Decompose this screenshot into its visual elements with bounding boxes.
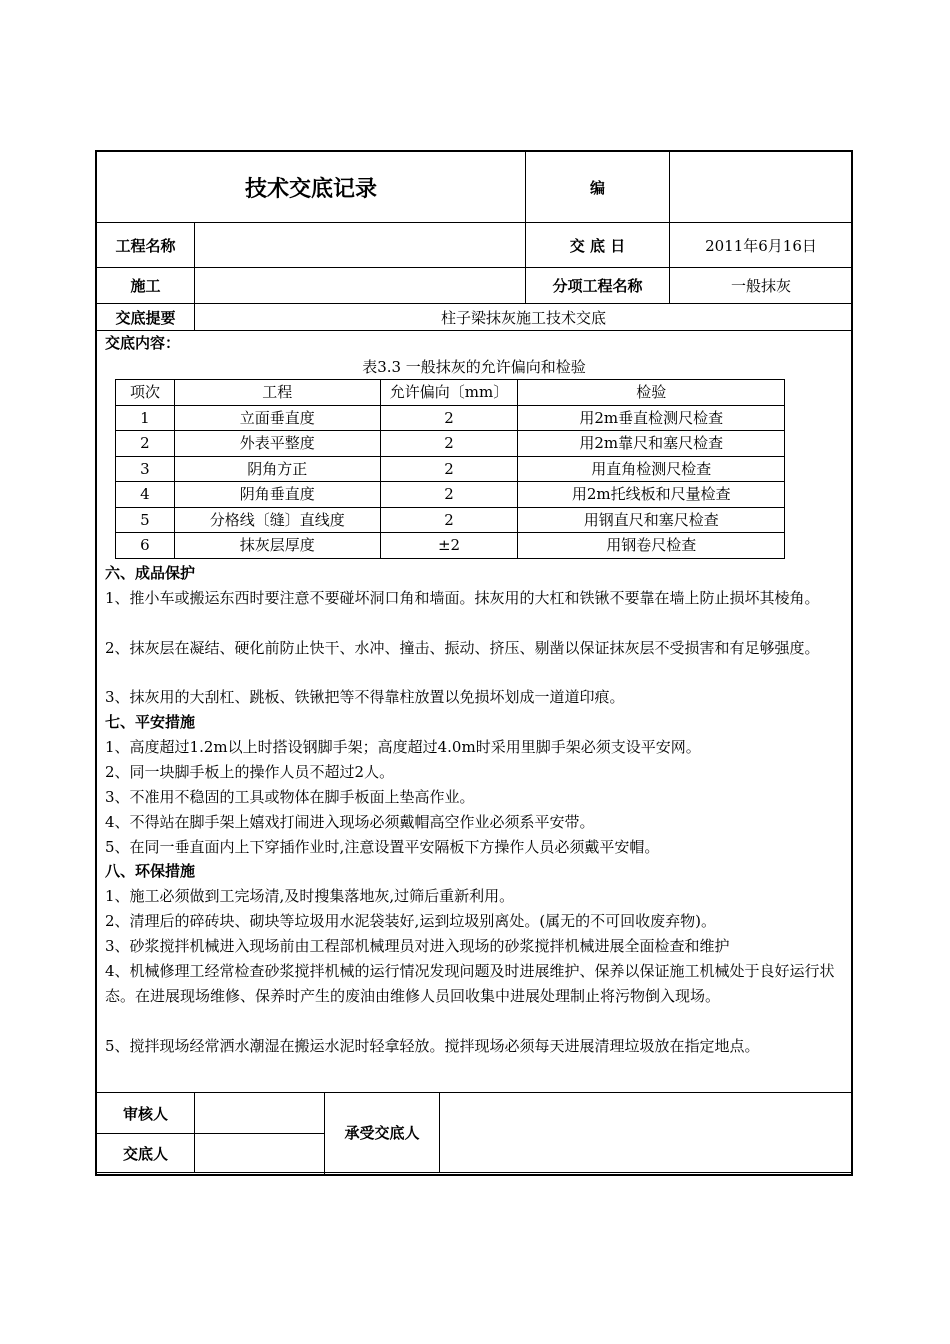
discloser-label: 交底人: [122, 1144, 168, 1163]
summary-label: 交底提要: [115, 308, 176, 327]
section-paragraph: 1、施工必须做到工完场清,及时搜集落地灰,过筛后重新利用。: [105, 887, 515, 905]
section-paragraph: 3、砂浆搅拌机械进入现场前由工程部机械理员对进入现场的砂浆搅拌机械进展全面检查和维护: [105, 937, 730, 955]
table-cell: 分格线〔缝〕直线度: [174, 507, 380, 533]
section-heading: 七、平安措施: [105, 713, 196, 731]
table-cell: 用钢卷尺检查: [518, 533, 785, 559]
table-cell: 用2m托线板和尺量检查: [518, 482, 785, 508]
table-cell: 阴角垂直度: [174, 482, 380, 508]
table-cell: 2: [380, 482, 518, 508]
content-label: 交底内容：: [105, 334, 181, 352]
table-cell: 外表平整度: [174, 431, 380, 457]
table-cell: 2: [380, 456, 518, 482]
section-paragraph: 4、不得站在脚手架上嬉戏打闹进入现场必须戴帽高空作业必须系平安带。: [105, 813, 595, 831]
table-cell: 3: [116, 456, 175, 482]
receiver-signature-field[interactable]: [440, 1093, 852, 1172]
section-paragraph: 2、同一块脚手板上的操作人员不超过2人。: [105, 763, 395, 781]
table-cell: 用直角检测尺检查: [518, 456, 785, 482]
table-cell: 用2m靠尺和塞尺检查: [518, 431, 785, 457]
section-heading: 八、环保措施: [105, 862, 196, 880]
section-paragraph: 1、推小车或搬运东西时要注意不要碰坏洞口角和墙面。抹灰用的大杠和铁锹不要靠在墙上防止损坏其棱角。: [105, 589, 820, 607]
table-cell: 用钢直尺和塞尺检查: [518, 507, 785, 533]
section-paragraph: 5、搅拌现场经常洒水潮湿在搬运水泥时轻拿轻放。搅拌现场必须每天进展清理垃圾放在指定地点。: [105, 1037, 760, 1055]
table-cell: ±2: [380, 533, 518, 559]
section-paragraph: 5、在同一垂直面内上下穿插作业时,注意设置平安隔板下方操作人员必须戴平安帽。: [105, 838, 660, 856]
table-header-cell: 项次: [116, 380, 175, 406]
date-label: 交 底 日: [569, 236, 626, 255]
tolerance-table: [115, 379, 785, 559]
row-divider: [96, 1172, 852, 1173]
table-row: [116, 482, 785, 508]
table-row: [116, 507, 785, 533]
date-value[interactable]: 2011年6月16日: [705, 236, 817, 255]
table-cell: 立面垂直度: [174, 405, 380, 431]
construction-value[interactable]: [195, 268, 525, 303]
section-paragraph: 2、清理后的碎砖块、砌块等垃圾用水泥袋装好,运到垃圾别离处。(属无的不可回收废弃物)。: [105, 912, 717, 930]
code-value[interactable]: [670, 152, 852, 222]
table-row: [116, 405, 785, 431]
table-cell: 6: [116, 533, 175, 559]
table-cell: 1: [116, 405, 175, 431]
table-cell: 2: [116, 431, 175, 457]
table-cell: 抹灰层厚度: [174, 533, 380, 559]
table-cell: 阴角方正: [174, 456, 380, 482]
summary-value[interactable]: 柱子梁抹灰施工技术交底: [440, 308, 606, 327]
section-paragraph: 1、高度超过1.2m以上时搭设钢脚手架；高度超过4.0m时采用里脚手架必须支设平安网。: [105, 738, 701, 756]
table-cell: 5: [116, 507, 175, 533]
reviewer-signature-field[interactable]: [195, 1093, 324, 1133]
section-paragraph: 3、不准用不稳固的工具或物体在脚手板面上垫高作业。: [105, 788, 475, 806]
project-name-value[interactable]: [195, 223, 525, 267]
table-row: [116, 431, 785, 457]
construction-label: 施工: [130, 277, 161, 295]
table-cell: 2: [380, 507, 518, 533]
table-header-cell: 检验: [518, 380, 785, 406]
table-row: [116, 533, 785, 559]
table-header-cell: 允许偏向〔mm〕: [380, 380, 518, 406]
discloser-signature-field[interactable]: [195, 1134, 324, 1172]
section-paragraph: 2、抹灰层在凝结、硬化前防止快干、水冲、撞击、振动、挤压、剔凿以保证抹灰层不受损害和有足够强度。: [105, 639, 820, 657]
reviewer-label: 审核人: [122, 1104, 168, 1123]
table-cell: 4: [116, 482, 175, 508]
receiver-label: 承受交底人: [344, 1124, 420, 1142]
sub-project-value[interactable]: 一般抹灰: [730, 277, 791, 295]
table-caption: 表3.3 一般抹灰的允许偏向和检验: [362, 358, 586, 376]
page-title: 技术交底记录: [244, 176, 377, 202]
table-header-row: [116, 380, 785, 406]
table-cell: 2: [380, 405, 518, 431]
table-cell: 2: [380, 431, 518, 457]
table-cell: 用2m垂直检测尺检查: [518, 405, 785, 431]
sub-project-label: 分项工程名称: [552, 277, 643, 295]
section-heading: 六、成品保护: [105, 564, 196, 582]
table-header-cell: 工程: [174, 380, 380, 406]
code-label: 编: [589, 178, 605, 197]
section-paragraph: 4、机械修理工经常检查砂浆搅拌机械的运行情况发现问题及时进展维护、保养以保证施工机械处于良好运行状态。在进展现场维修、保养时产生的废油由维修人员回收集中进展处理制止将污物倒入现场。: [105, 962, 835, 1005]
section-paragraph: 3、抹灰用的大刮杠、跳板、铁锹把等不得靠柱放置以免损坏划成一道道印痕。: [105, 688, 625, 706]
table-row: [116, 456, 785, 482]
project-name-label: 工程名称: [115, 236, 176, 255]
